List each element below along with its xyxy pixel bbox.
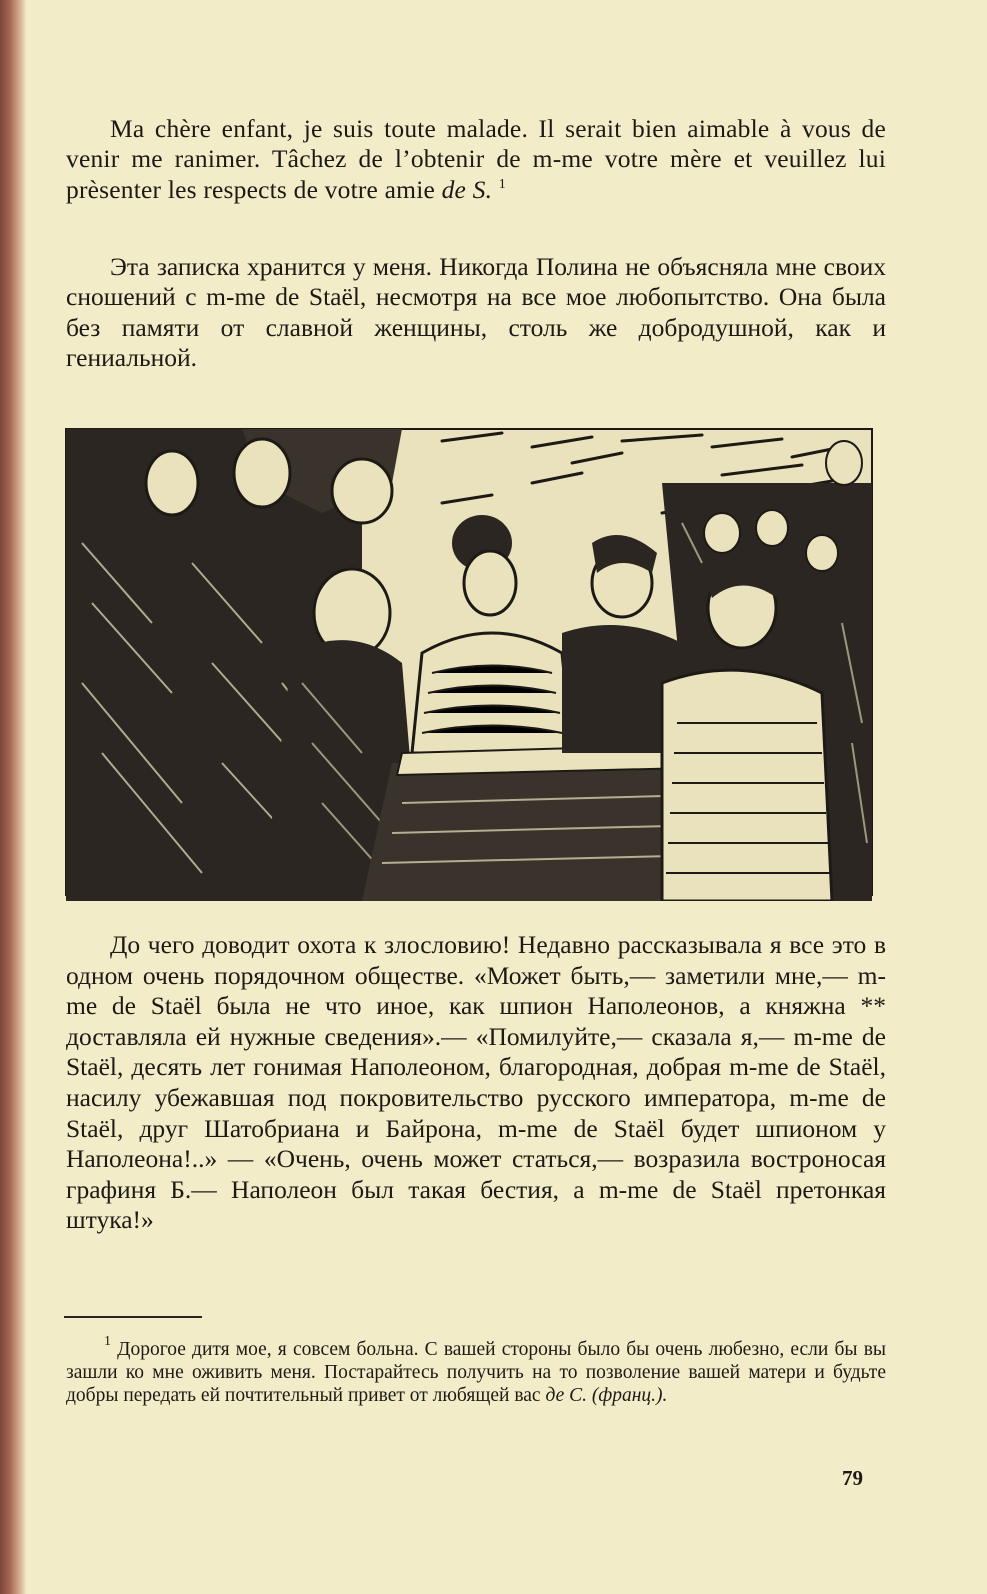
french-letter-paragraph: [66, 114, 886, 205]
footnote: [66, 1334, 887, 1408]
footnote-mark: 1: [104, 1334, 111, 1349]
page-number: 79: [842, 1466, 863, 1490]
note-paragraph-text: Эта записка хранится у меня. Никогда Полина не объясняла мне своих сношений с m-me de Staël, несмотря на все мое любопытство. Она была без памяти от славной женщины, столь же добродушной, как и гениальной.: [66, 252, 886, 373]
salon-engraving-illustration: [62, 423, 877, 901]
note-paragraph: [66, 252, 886, 374]
footnote-text: Дорогое дитя мое, я совсем больна. С вашей стороны было бы очень любезно, если бы вы зашли ко мне оживить меня. Постарайтесь получить на то позволение вашей матери и будьте добры передать ей почтительный привет от любящей вас: [66, 1339, 887, 1407]
footnote-signature: де С. (франц.).: [545, 1385, 668, 1407]
footnote-separator: [64, 1316, 202, 1318]
letter-signature: de S.: [441, 174, 493, 204]
gossip-paragraph-text: До чего доводит охота к злословию! Недавно рассказывала я все это в одном очень порядочном обществе. «Может быть,— заметили мне,— m-me de Staël была не что иное, как шпион Наполеонов, а княжна ** доставляла ей нужные сведения».— «Помилуйте,— сказала я,— m-me de Staël, десять лет гонимая Наполеоном, благородная, добрая m-me de Staël, насилу убежавшая под покровительство русского императора, m-me de Staël, друг Шатобриана и Байрона, m-me de Staël будет шпионом у Наполеона!..» — «Очень, очень может статься,— возразила востроносая графиня Б.— Наполеон был такая бестия, а m-me de Staël претонкая штука!»: [66, 930, 886, 1235]
french-letter-text: Ma chère enfant, je suis toute malade. Il serait bien aimable à vous de venir me ranimer. Tâchez de l’obtenir de m-me votre mère et veuillez lui prèsenter les respects de votre amie: [66, 114, 886, 204]
footnote-reference: 1: [498, 176, 506, 192]
gossip-paragraph: [66, 930, 886, 1236]
